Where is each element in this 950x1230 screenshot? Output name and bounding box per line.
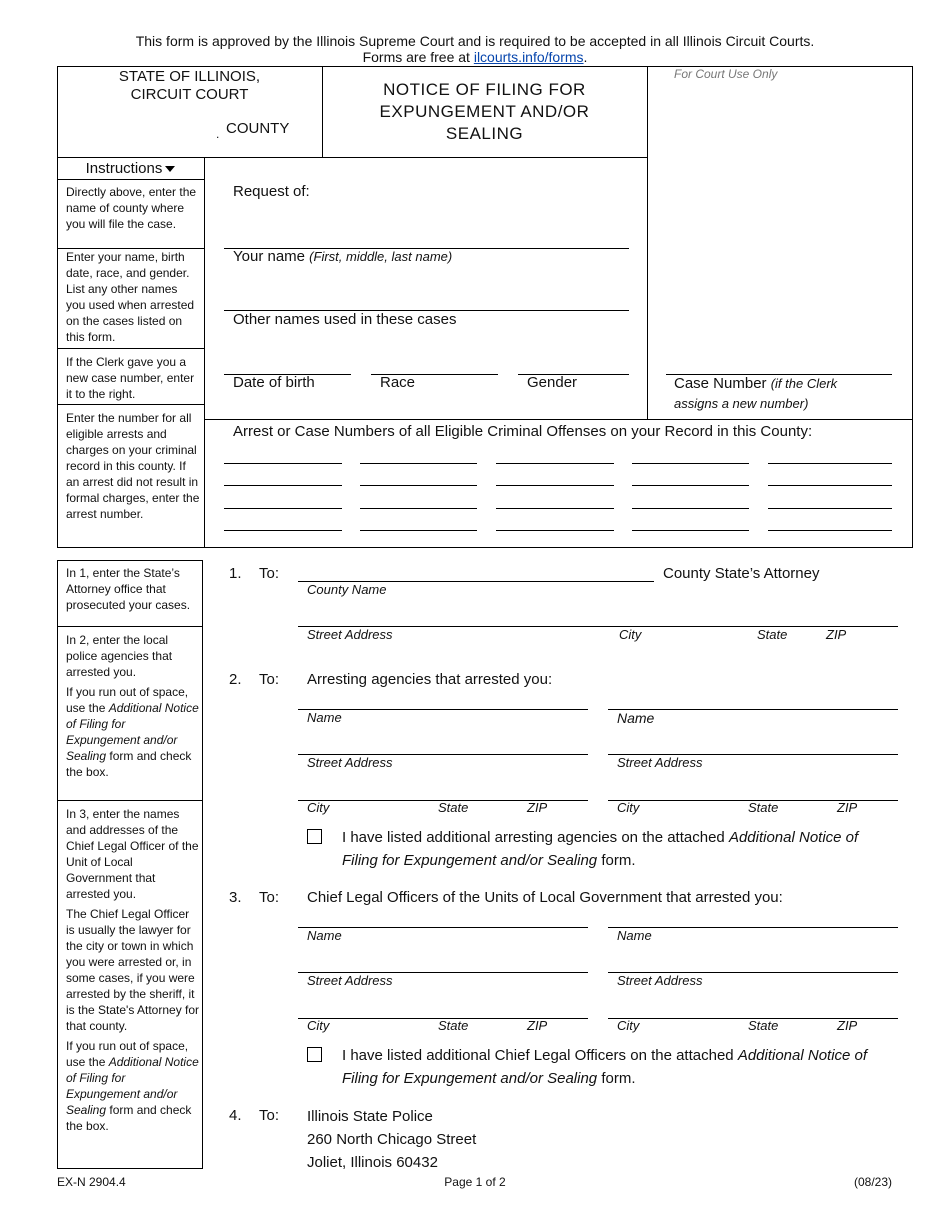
s2-left-state-label: State xyxy=(438,800,469,815)
instruction-case-number: If the Clerk gave you a new case number, enter it to the right. xyxy=(66,355,195,401)
s1-city-label: City xyxy=(619,627,642,642)
s2-left-name-label: Name xyxy=(307,710,342,725)
arrest-line[interactable] xyxy=(360,530,477,531)
form-title xyxy=(322,79,647,145)
instruction-county: Directly above, enter the name of county where you will file the case. xyxy=(66,185,197,231)
isp-line3: Joliet, Illinois 60432 xyxy=(307,1154,438,1171)
arrest-line[interactable] xyxy=(496,485,614,486)
county-dot: . xyxy=(216,127,220,141)
dropdown-triangle-icon xyxy=(165,166,175,172)
additional-agencies-text xyxy=(342,826,892,872)
instruction-arrest-numbers: Enter the number for all eligible arrests and charges on your criminal record in this county. If an arrest did not result in formal charges, enter the arrest number. xyxy=(66,411,200,521)
s2-left-zip-label: ZIP xyxy=(527,800,548,815)
box-right-border xyxy=(912,66,913,547)
arrest-line[interactable] xyxy=(768,508,892,509)
free-prefix: Forms are free at xyxy=(362,49,474,65)
arrest-line[interactable] xyxy=(768,530,892,531)
county-states-attorney: County State’s Attorney xyxy=(663,565,820,582)
court-use-divider xyxy=(647,66,648,419)
s2-right-state-label: State xyxy=(748,800,779,815)
form-id: EX-N 2904.4 xyxy=(57,1175,126,1189)
s3-right-street-label: Street Address xyxy=(617,973,703,988)
court-use-only: For Court Use Only xyxy=(674,67,778,81)
s1-street-label: Street Address xyxy=(307,627,393,642)
instructions-header: Instructions xyxy=(85,160,163,177)
lower-instr-sep-2 xyxy=(57,800,203,801)
arrest-line[interactable] xyxy=(632,463,749,464)
s3-cb-suffix: form. xyxy=(597,1070,636,1087)
box-bottom-border xyxy=(57,547,913,548)
i6b-prefix: If you run out of space, use the xyxy=(66,685,189,715)
instr-sep-0 xyxy=(57,179,204,180)
i6b-italic: Additional Notice of Filing for Expungement and/or Sealing xyxy=(66,701,199,763)
forms-free-notice xyxy=(0,49,950,65)
section3-number: 3. xyxy=(229,889,242,906)
instructions-divider xyxy=(204,157,205,547)
case-number-label xyxy=(674,374,837,414)
section2-to: To: xyxy=(259,671,280,688)
arrest-line[interactable] xyxy=(360,485,477,486)
section3-to: To: xyxy=(259,889,280,906)
s3-cb-italic-1: Additional Notice of xyxy=(737,1047,868,1064)
instruction-states-attorney: In 1, enter the State’s Attorney office that prosecuted your cases. xyxy=(66,566,191,612)
s2-right-name-label: Name xyxy=(617,710,655,726)
instruction-police xyxy=(66,632,200,784)
i7c-italic: Additional Notice of Filing for Expungement and/or Sealing xyxy=(66,1055,199,1117)
i7c-prefix: If you run out of space, use the xyxy=(66,1039,189,1069)
arrest-line[interactable] xyxy=(224,530,342,531)
arrest-line[interactable] xyxy=(768,463,892,464)
s2-right-zip-label: ZIP xyxy=(837,800,858,815)
arrest-line[interactable] xyxy=(224,485,342,486)
ilcourts-link[interactable]: ilcourts.info/forms xyxy=(473,49,584,65)
s1-zip-label: ZIP xyxy=(826,627,847,642)
your-name-hint: (First, middle, last name) xyxy=(309,249,453,264)
state-line1: STATE OF ILLINOIS, xyxy=(118,68,261,85)
instruction-police-b xyxy=(66,684,200,780)
s3-cb-prefix: I have listed additional Chief Legal Officers on the attached xyxy=(342,1047,738,1064)
arrest-line[interactable] xyxy=(360,463,477,464)
arrest-section-top xyxy=(204,419,912,420)
case-number-text: Case Number xyxy=(674,375,767,392)
section1-to: To: xyxy=(259,565,280,582)
arrest-line[interactable] xyxy=(496,508,614,509)
isp-line1: Illinois State Police xyxy=(307,1108,433,1125)
isp-address xyxy=(307,1105,476,1174)
s3-left-state-label: State xyxy=(438,1018,469,1033)
instr-sep-3 xyxy=(57,404,204,405)
section1-number: 1. xyxy=(229,565,242,582)
s2-cb-italic-1: Additional Notice of xyxy=(728,829,859,846)
arrest-line[interactable] xyxy=(768,485,892,486)
s3-right-state-label: State xyxy=(748,1018,779,1033)
instr-sep-2 xyxy=(57,348,204,349)
title-line1: NOTICE OF FILING FOR xyxy=(383,80,586,99)
arrest-numbers-label: Arrest or Case Numbers of all Eligible Criminal Offenses on your Record in this County: xyxy=(233,423,813,440)
approval-notice: This form is approved by the Illinois Supreme Court and is required to be accepted in all Illinois Circuit Courts. xyxy=(135,33,815,49)
s2-right-street-label: Street Address xyxy=(617,755,703,770)
other-names-label: Other names used in these cases xyxy=(233,311,457,328)
page-number: Page 1 of 2 xyxy=(444,1175,506,1189)
box-left-border xyxy=(57,66,58,547)
county-name-label: County Name xyxy=(307,582,387,597)
additional-officers-checkbox[interactable] xyxy=(307,1047,322,1062)
title-line2: EXPUNGEMENT AND/OR xyxy=(379,102,590,121)
i6b-suffix: form and check the box. xyxy=(66,749,192,779)
s2-cb-prefix: I have listed additional arresting agencies on the attached xyxy=(342,829,729,846)
s2-left-street-label: Street Address xyxy=(307,755,393,770)
s2-cb-italic-2: Filing for Expungement and/or Sealing xyxy=(342,852,598,869)
s1-state-label: State xyxy=(757,627,788,642)
additional-officers-text xyxy=(342,1044,902,1090)
gender-label: Gender xyxy=(527,374,578,391)
s3-right-city-label: City xyxy=(617,1018,640,1033)
section4-to: To: xyxy=(259,1107,280,1124)
your-name-label xyxy=(233,248,452,265)
s2-cb-suffix: form. xyxy=(597,852,636,869)
isp-line2: 260 North Chicago Street xyxy=(307,1131,477,1148)
instruction-chief-legal-b: The Chief Legal Officer is usually the lawyer for the city or town in which you were arrested or, in some cases, if you were arrested by the sheriff, it is the State's Attorney for that county. xyxy=(66,907,200,1033)
arrest-line[interactable] xyxy=(496,463,614,464)
s2-left-city-label: City xyxy=(307,800,330,815)
free-suffix: . xyxy=(583,49,588,65)
request-of-label: Request of: xyxy=(233,183,310,200)
additional-agencies-checkbox[interactable] xyxy=(307,829,322,844)
s3-right-zip-label: ZIP xyxy=(837,1018,858,1033)
race-label: Race xyxy=(380,374,416,391)
s3-right-name-label: Name xyxy=(617,928,652,943)
instruction-chief-legal-c xyxy=(66,1038,200,1134)
court-header-bottom xyxy=(57,157,647,158)
i7c-suffix: form and check the box. xyxy=(66,1103,192,1133)
s3-left-name-label: Name xyxy=(307,928,342,943)
arrest-line[interactable] xyxy=(632,530,749,531)
instruction-chief-legal xyxy=(66,806,200,1138)
s3-left-street-label: Street Address xyxy=(307,973,393,988)
section2-heading: Arresting agencies that arrested you: xyxy=(307,671,553,688)
instruction-chief-legal-a: In 3, enter the names and addresses of the Chief Legal Officer of the Unit of Local Government that arrested you. xyxy=(66,807,199,901)
court-state xyxy=(57,66,322,104)
s3-cb-italic-2: Filing for Expungement and/or Sealing xyxy=(342,1070,598,1087)
state-line2: CIRCUIT COURT xyxy=(130,86,249,103)
case-number-hint-1: (if the Clerk xyxy=(770,376,838,391)
your-name-text: Your name xyxy=(233,248,305,265)
instruction-police-a: In 2, enter the local police agencies that arrested you. xyxy=(66,633,173,679)
arrest-line[interactable] xyxy=(632,508,749,509)
case-number-hint-2: assigns a new number) xyxy=(674,396,809,411)
arrest-line[interactable] xyxy=(224,508,342,509)
lower-instr-sep-1 xyxy=(57,626,203,627)
arrest-line[interactable] xyxy=(632,485,749,486)
section2-number: 2. xyxy=(229,671,242,688)
county-label: COUNTY xyxy=(226,120,290,137)
s3-left-city-label: City xyxy=(307,1018,330,1033)
form-date: (08/23) xyxy=(854,1175,893,1189)
arrest-line[interactable] xyxy=(224,463,342,464)
dob-label: Date of birth xyxy=(233,374,315,391)
section3-heading: Chief Legal Officers of the Units of Local Government that arrested you: xyxy=(307,889,783,906)
s3-left-zip-label: ZIP xyxy=(527,1018,548,1033)
s2-right-city-label: City xyxy=(617,800,640,815)
section4-number: 4. xyxy=(229,1107,242,1124)
instruction-name: Enter your name, birth date, race, and gender. List any other names you used when arrested on the cases listed on this form. xyxy=(66,250,195,344)
title-line3: SEALING xyxy=(445,124,524,143)
arrest-line[interactable] xyxy=(496,530,614,531)
instructions-toggle[interactable] xyxy=(57,160,204,177)
arrest-line[interactable] xyxy=(360,508,477,509)
